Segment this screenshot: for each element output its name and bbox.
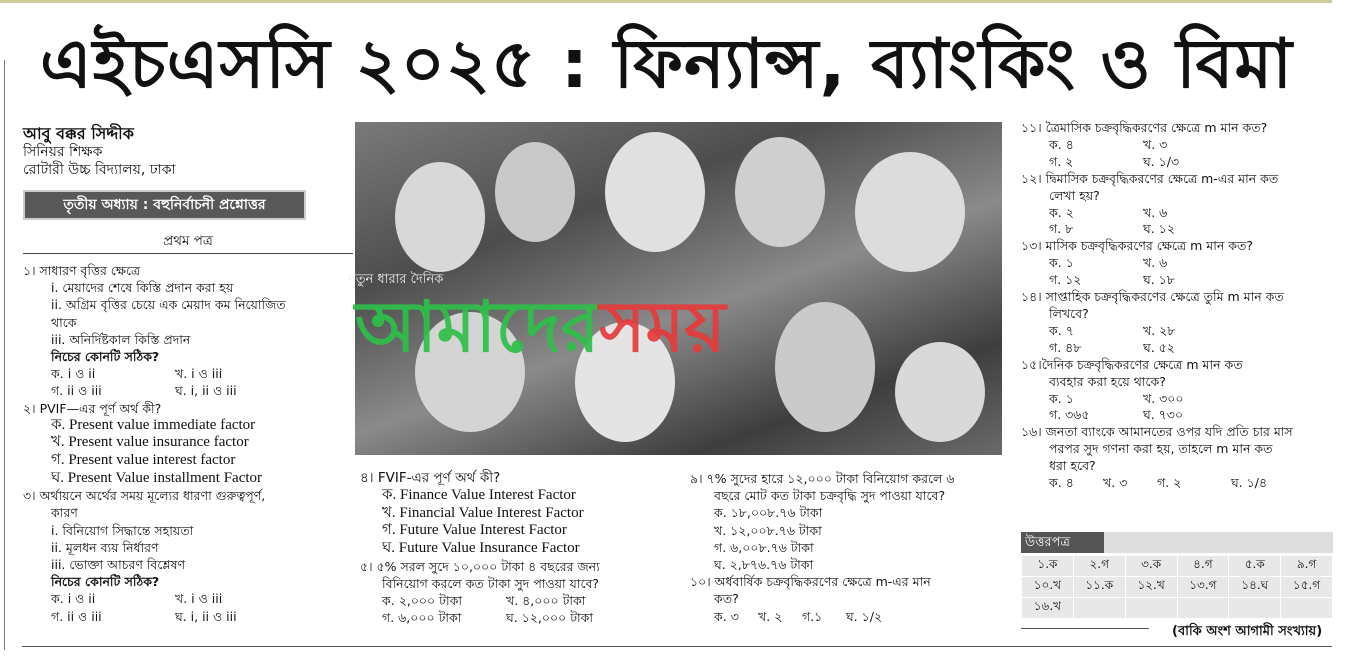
q1-option-a: ক. i ও ii	[51, 366, 96, 382]
q3-stem: ৩। অর্থায়নে অর্থের সময় মূল্যের ধারণা গুরুত্বপূর্ণ,	[23, 488, 266, 504]
q11-stem: ১১। ত্রৈমাসিক চক্রবৃদ্ধিকরণের ক্ষেত্রে m মান কত?	[1021, 120, 1268, 135]
q1-s1: i. মেয়াদের শেষে কিস্তি প্রদান করা হয়	[51, 280, 234, 296]
section-heading: তৃতীয় অধ্যায় : বহুনির্বাচনী প্রশ্নোত্তর	[23, 190, 306, 220]
q2-option-d: ঘ. Present Value installment Factor	[51, 469, 263, 486]
q4-option-b: খ. Financial Value Interest Factor	[382, 504, 584, 521]
q5-stem: ৫। ৫% সরল সুদে ১০,০০০ টাকা ৪ বছরের জন্য	[360, 558, 600, 574]
q2-option-c: গ. Present value interest factor	[51, 452, 236, 469]
answer-row	[1022, 577, 1333, 598]
q9-option-b: খ. ১২,০০৮.৭৬ টাকা	[714, 522, 822, 538]
top-rule	[0, 0, 1332, 3]
q15-option-a: ক. ১	[1049, 390, 1074, 406]
answer-cell	[1125, 598, 1177, 619]
q1-ask: নিচের কোনটি সঠিক?	[51, 349, 160, 365]
q3-option-a: ক. i ও ii	[51, 591, 96, 607]
q14-stem-2: লিখবে?	[1049, 305, 1089, 321]
answer-row	[1022, 556, 1333, 577]
column-4	[1021, 120, 1336, 492]
q5-option-d: ঘ. ১২,০০০ টাকা	[505, 610, 594, 626]
q1-option-d: ঘ. i, ii ও iii	[174, 383, 237, 399]
q11-option-d: ঘ. ১/৩	[1142, 153, 1180, 169]
q4-option-c: গ. Future Value Interest Factor	[382, 522, 567, 539]
q14-option-b: খ. ২৮	[1142, 322, 1176, 338]
column-3	[690, 470, 1005, 625]
bottom-rule	[22, 646, 1332, 647]
answer-cell: ১০.খ	[1022, 577, 1074, 598]
watermark-green: আমাদের	[355, 286, 600, 368]
q3-ask: নিচের কোনটি সঠিক?	[51, 574, 160, 590]
answer-cell: ৪.গ	[1177, 556, 1229, 577]
q14-stem: ১৪। সাপ্তাহিক চক্রবৃদ্ধিকরণের ক্ষেত্রে তুমি m মান কত	[1021, 289, 1284, 305]
answer-cell: ১১.ক	[1073, 577, 1125, 598]
watermark-logo	[355, 282, 1015, 372]
answer-cell	[1177, 598, 1229, 619]
photo-face-1	[395, 162, 485, 272]
q15-stem-2: ব্যবহার করা হয়ে থাকে?	[1049, 373, 1166, 389]
q2-option-a: ক. Present value immediate factor	[51, 416, 256, 433]
q12-option-b: খ. ৬	[1142, 204, 1168, 220]
headline: এইচএসসি ২০২৫ : ফিন্যান্স, ব্যাংকিং ও বিমা	[40, 25, 1294, 104]
continued-rule	[1021, 628, 1149, 629]
q16-option-d: ঘ. ১/৪	[1230, 475, 1268, 491]
answer-cell: ১৬.খ	[1022, 598, 1074, 619]
q10-option-b: খ. ২	[757, 608, 783, 624]
answer-cell: ৩.ক	[1125, 556, 1177, 577]
q1-stem: ১। সাধারণ বৃত্তির ক্ষেত্রে	[23, 263, 141, 278]
answer-table	[1021, 555, 1333, 619]
author-block	[23, 124, 353, 179]
column-1	[23, 262, 353, 625]
left-rule	[4, 60, 5, 650]
answer-row	[1022, 598, 1333, 619]
answer-cell: ১.ক	[1022, 556, 1074, 577]
q13-option-c: গ. ১২	[1049, 272, 1082, 288]
q9-stem: ৯। ৭% সুদের হারে ১২,০০০ টাকা বিনিয়োগ করলে ৬	[690, 471, 955, 486]
q10-stem: ১০। অর্ধবার্ষিক চক্রবৃদ্ধিকরণের ক্ষেত্রে m-এর মান	[690, 574, 931, 590]
answer-sheet-bar	[1104, 532, 1333, 553]
q4-stem: ৪। FVIF-এর পূর্ণ অর্থ কী?	[360, 470, 501, 486]
q3-option-d: ঘ. i, ii ও iii	[174, 608, 237, 624]
answer-cell: ১২.খ	[1125, 577, 1177, 598]
watermark-tagline: নতুন ধারার দৈনিক	[348, 272, 444, 287]
q16-stem-2: পরপর সুদ গণনা করা হয়, তাহলে m মান কত	[1049, 441, 1273, 457]
q2-option-b: খ. Present value insurance factor	[51, 434, 249, 451]
q15-stem: ১৫।দৈনিক চক্রবৃদ্ধিকরণের ক্ষেত্রে m মান কত	[1021, 356, 1243, 372]
photo-face-5	[855, 152, 965, 272]
author-school: রোটারী উচ্চ বিদ্যালয়, ঢাকা	[23, 162, 176, 178]
q15-option-c: গ. ৩৬৫	[1049, 407, 1090, 423]
q9-option-a: ক. ১৮,০০৮.৭৬ টাকা	[714, 505, 823, 521]
paper-rule	[23, 253, 353, 254]
q11-option-a: ক. ৪	[1049, 136, 1074, 152]
answer-cell: ১৪.ঘ	[1229, 577, 1281, 598]
q10-option-c: গ.১	[801, 608, 823, 624]
q5-option-c: গ. ৬,০০০ টাকা	[382, 610, 462, 626]
q11-option-c: গ. ২	[1049, 153, 1074, 169]
photo-face-2	[495, 142, 575, 242]
q3-s3: iii. ভোক্তা আচরণ বিশ্লেষণ	[51, 557, 186, 573]
q1-s2: ii. অগ্রিম বৃত্তির চেয়ে এক মেয়াদ কম নিয়োজিত	[51, 297, 286, 313]
q10-option-a: ক. ৩	[714, 608, 739, 624]
column-2	[360, 470, 680, 626]
q1-s2b: থাকে	[51, 314, 77, 330]
answer-cell: ১৫.গ	[1281, 577, 1333, 598]
q3-option-b: খ. i ও iii	[174, 591, 223, 607]
q11-option-b: খ. ৩	[1142, 136, 1168, 152]
q16-stem-3: ধরা হবে?	[1049, 458, 1096, 474]
answer-sheet-title: উত্তরপত্র	[1021, 532, 1104, 553]
q12-option-c: গ. ৮	[1049, 221, 1074, 237]
q3-option-c: গ. ii ও iii	[51, 608, 102, 624]
q4-option-a: ক. Finance Value Interest Factor	[382, 487, 576, 504]
q3-s1: i. বিনিয়োগ সিদ্ধান্তে সহায়তা	[51, 522, 194, 538]
q9-option-d: ঘ. ২,৮৭৬.৭৬ টাকা	[714, 557, 814, 573]
q16-option-c: গ. ২	[1156, 475, 1182, 491]
q4-option-d: ঘ. Future Value Insurance Factor	[382, 539, 580, 556]
q1-s3: iii. অনির্দিষ্টকাল কিস্তি প্রদান	[51, 331, 191, 347]
author-name: আবু বক্কর সিদ্দীক	[23, 124, 134, 143]
q10-stem-2: কত?	[714, 591, 739, 607]
q9-stem-2: বছরে মোট কত টাকা চক্রবৃদ্ধি সুদ পাওয়া যাবে?	[714, 488, 946, 504]
q16-option-a: ক. ৪	[1049, 475, 1074, 491]
q12-option-a: ক. ২	[1049, 204, 1074, 220]
answer-cell	[1229, 598, 1281, 619]
q5-option-a: ক. ২,০০০ টাকা	[382, 592, 462, 608]
q2-stem: ২। PVIF—এর পূর্ণ অর্থ কী?	[23, 400, 162, 416]
answer-cell: ২.গ	[1073, 556, 1125, 577]
q12-option-d: ঘ. ১২	[1142, 221, 1175, 237]
author-title: সিনিয়র শিক্ষক	[23, 144, 103, 160]
paper-label: প্রথম পত্র	[163, 233, 213, 249]
q14-option-a: ক. ৭	[1049, 322, 1074, 338]
q5-option-b: খ. ৪,০০০ টাকা	[505, 592, 586, 608]
q13-option-b: খ. ৬	[1142, 255, 1168, 271]
photo-face-4	[735, 137, 825, 247]
watermark-red: সময়	[599, 286, 726, 368]
q1-option-c: গ. ii ও iii	[51, 383, 102, 399]
q3-s2: ii. মূলধন ব্যয় নির্ধারণ	[51, 539, 159, 555]
photo-face-3	[605, 132, 705, 252]
q14-option-d: ঘ. ৫২	[1142, 339, 1175, 355]
q16-option-b: খ. ৩	[1102, 475, 1128, 491]
q13-stem: ১৩। মাসিক চক্রবৃদ্ধিকরণের ক্ষেত্রে m মান কত?	[1021, 238, 1254, 254]
q14-option-c: গ. ৪৮	[1049, 339, 1082, 355]
answer-cell	[1281, 598, 1333, 619]
answer-cell: ৯.গ	[1281, 556, 1333, 577]
q15-option-d: ঘ. ৭৩০	[1142, 407, 1184, 423]
q10-option-d: ঘ. ১/২	[845, 608, 883, 624]
answer-cell: ১৩.গ	[1177, 577, 1229, 598]
q13-option-d: ঘ. ১৮	[1142, 272, 1175, 288]
answer-cell: ৫.ক	[1229, 556, 1281, 577]
q3-stem-2: কারণ	[51, 505, 78, 521]
q13-option-a: ক. ১	[1049, 255, 1074, 271]
q16-stem: ১৬। জনতা ব্যাংকে আমানতের ওপর যদি প্রতি চার মাস	[1021, 424, 1293, 440]
q9-option-c: গ. ৬,০০৮.৭৬ টাকা	[714, 539, 814, 555]
q1-option-b: খ. i ও iii	[174, 366, 223, 382]
continued-note: (বাকি অংশ আগামী সংখ্যায়)	[1172, 624, 1323, 639]
q12-stem: ১২। দ্বিমাসিক চক্রবৃদ্ধিকরণের ক্ষেত্রে m-এর মান কত	[1021, 170, 1279, 186]
q15-option-b: খ. ৩০০	[1142, 390, 1184, 406]
answer-cell	[1073, 598, 1125, 619]
q12-stem-2: লেখা হয়?	[1049, 187, 1100, 203]
q5-stem-2: বিনিয়োগ করলে কত টাকা সুদ পাওয়া যাবে?	[382, 575, 600, 591]
